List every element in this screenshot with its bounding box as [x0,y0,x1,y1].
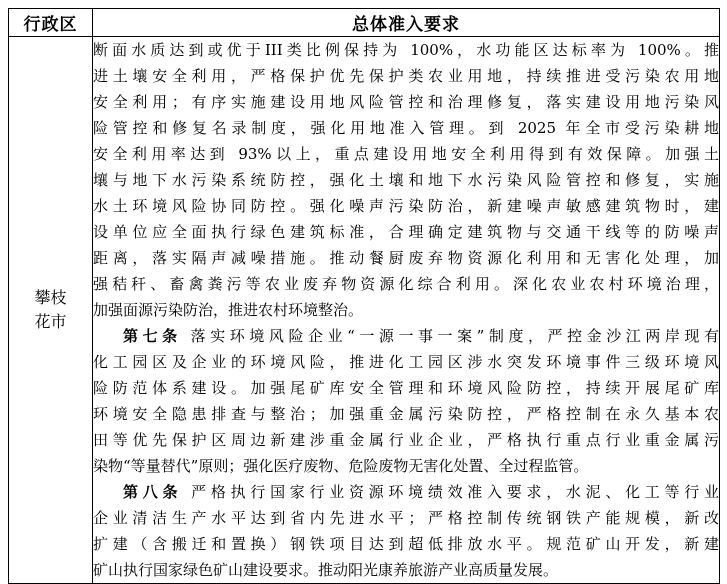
text-line: 矿山执行国家绿色矿山建设要求。推动阳光康养旅游产业高质量发展。 [93,561,559,579]
text-line: 强秸秆、畜禽粪污等农业废弃物资源化综合利用。深化农业农村环境治理， [93,275,719,293]
text-line: 企业清洁生产水平达到省内先进水平；严格控制传统钢铁产能规模，新改 [93,509,719,527]
text-line: 安全利用；有序实施建设用地风险管控和治理修复，落实建设用地污染风 [93,93,719,111]
text-line: 田等优先保护区周边新建涉重金属行业企业，严格执行重点行业重金属污 [93,431,719,449]
text-line: 断面水质达到或优于III类比例保持为 100%，水功能区达标率为 100%。推 [93,41,719,59]
text-line: 设单位应全面执行绿色建筑标准，合理确定建筑物与交通干线等的防噪声 [93,223,719,241]
text-line [93,479,719,505]
region-name-line-1: 攀枝 [34,288,67,307]
text-line: 环境安全隐患排查与整治；加强重金属污染防控，严格控制在永久基本农 [93,405,719,423]
region-name-line-2: 花市 [34,312,67,331]
text-line: 染物“等量替代”原则；强化医疗废物、危险废物无害化处置、全过程监管。 [93,457,589,475]
text-line: 水土环境风险协同防控。强化噪声污染防治，新建噪声敏感建筑物时，建 [93,197,719,215]
text-line: 安全利用率达到 93%以上，重点建设用地安全利用得到有效保障。加强土 [93,145,719,163]
paragraph-continued [93,37,719,323]
article-7-first-line: 落实环境风险企业“一源一事一案”制度，严控金沙江两岸现有 [190,327,719,345]
text-line: 进土壤安全利用，严格保护优先保护类农业用地，持续推进受污染农用地 [93,67,719,85]
text-line: 险防范体系建设。加强尾矿库安全管理和环境风险防控，持续开展尾矿库 [93,379,719,397]
region-cell [9,37,93,584]
text-line [93,323,719,349]
article-8 [93,479,719,583]
article-8-number: 第八条 [123,483,183,501]
text-line: 距离，落实隔声减噪措施。推动餐厨废弃物资源化利用和无害化处理，加 [93,249,719,267]
content-row [9,37,720,584]
text-line: 壤与地下水污染系统防控，强化土壤和地下水污染风险管控和修复，实施 [93,171,719,189]
text-line: 险管控和修复名录制度，强化用地准入管理。到 2025 年全市受污染耕地 [93,119,719,137]
header-requirements: 总体准入要求 [93,9,720,37]
requirements-cell [93,37,720,584]
article-8-first-line: 严格执行国家行业资源环境绩效准入要求，水泥、化工等行业 [191,483,719,501]
policy-table [8,8,720,584]
header-row [9,9,720,37]
article-7-number: 第七条 [123,327,182,345]
text-line: 化工园区及企业的环境风险，推进化工园区涉水突发环境事件三级环境风 [93,353,719,371]
article-7 [93,323,719,479]
text-line: 加强面源污染防治，推进农村环境整治。 [93,301,364,319]
header-region: 行政区 [9,9,93,37]
text-line: 扩建（含搬迁和置换）钢铁项目达到超低排放水平。规范矿山开发，新建 [93,535,719,553]
